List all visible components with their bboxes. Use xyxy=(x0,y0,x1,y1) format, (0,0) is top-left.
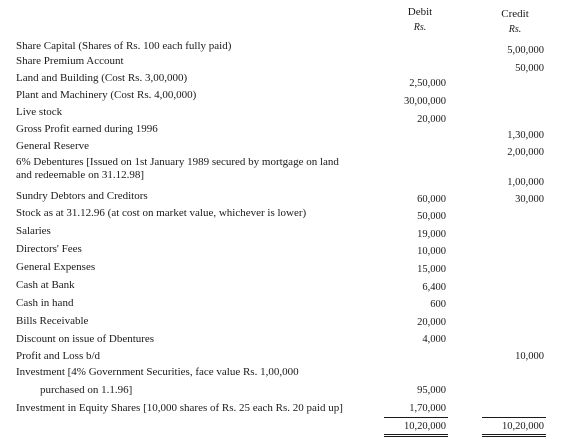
row-label: Cash at Bank xyxy=(16,279,75,291)
row-label: Land and Building (Cost Rs. 3,00,000) xyxy=(16,72,188,84)
debit-amount: 95,000 xyxy=(417,385,446,396)
debit-amount: 20,000 xyxy=(417,317,446,328)
debit-amount: 30,00,000 xyxy=(404,96,446,107)
row-label: Share Premium Account xyxy=(16,55,124,67)
row-label: Salaries xyxy=(16,225,51,237)
row-label-continuation: purchased on 1.1.96] xyxy=(40,384,133,396)
row-label: General Reserve xyxy=(16,140,89,152)
row-label: Bills Receivable xyxy=(16,315,89,327)
debit-amount: 19,000 xyxy=(417,229,446,240)
credit-amount: 50,000 xyxy=(515,63,544,74)
credit-amount: 1,00,000 xyxy=(507,177,544,188)
row-label: Sundry Debtors and Creditors xyxy=(16,190,148,202)
credit-amount: 2,00,000 xyxy=(507,147,544,158)
debit-amount: 1,70,000 xyxy=(409,403,446,414)
row-label: Discount on issue of Dbentures xyxy=(16,333,155,345)
debit-amount: 50,000 xyxy=(417,211,446,222)
credit-column-header xyxy=(490,6,540,38)
row-label: Investment in Equity Shares [10,000 shares of Rs. 25 each Rs. 20 paid up] xyxy=(16,402,343,414)
row-label: General Expenses xyxy=(16,261,96,273)
row-label: Cash in hand xyxy=(16,297,74,309)
row-label-continuation: and redeemable on 31.12.98] xyxy=(16,169,144,181)
row-label: Investment [4% Government Securities, face value Rs. 1,00,000 xyxy=(16,366,299,378)
credit-unit: Rs. xyxy=(508,24,522,35)
debit-unit: Rs. xyxy=(413,22,427,33)
debit-amount: 4,000 xyxy=(422,334,446,345)
debit-column-header xyxy=(392,4,448,36)
debit-amount: 10,000 xyxy=(417,246,446,257)
row-label: Plant and Machinery (Cost Rs. 4,00,000) xyxy=(16,89,197,101)
row-label: 6% Debentures [Issued on 1st January 1989 secured by mortgage on land xyxy=(16,156,339,168)
credit-amount: 30,000 xyxy=(515,194,544,205)
debit-amount: 600 xyxy=(430,299,446,310)
row-label: Profit and Loss b/d xyxy=(16,350,101,362)
credit-amount: 5,00,000 xyxy=(507,45,544,56)
credit-label: Credit xyxy=(501,8,529,20)
debit-amount: 60,000 xyxy=(417,194,446,205)
debit-amount: 6,400 xyxy=(422,282,446,293)
debit-label: Debit xyxy=(407,6,433,18)
row-label: Live stock xyxy=(16,106,63,118)
row-label: Gross Profit earned during 1996 xyxy=(16,123,158,135)
credit-total: 10,20,000 xyxy=(482,417,546,437)
row-label: Share Capital (Shares of Rs. 100 each fully paid) xyxy=(16,40,232,52)
debit-amount: 15,000 xyxy=(417,264,446,275)
debit-total: 10,20,000 xyxy=(384,417,448,437)
debit-amount: 20,000 xyxy=(417,114,446,125)
credit-amount: 10,000 xyxy=(515,351,544,362)
row-label: Stock as at 31.12.96 (at cost on market value, whichever is lower) xyxy=(16,207,307,219)
row-label: Directors' Fees xyxy=(16,243,82,255)
credit-amount: 1,30,000 xyxy=(507,130,544,141)
debit-amount: 2,50,000 xyxy=(409,78,446,89)
